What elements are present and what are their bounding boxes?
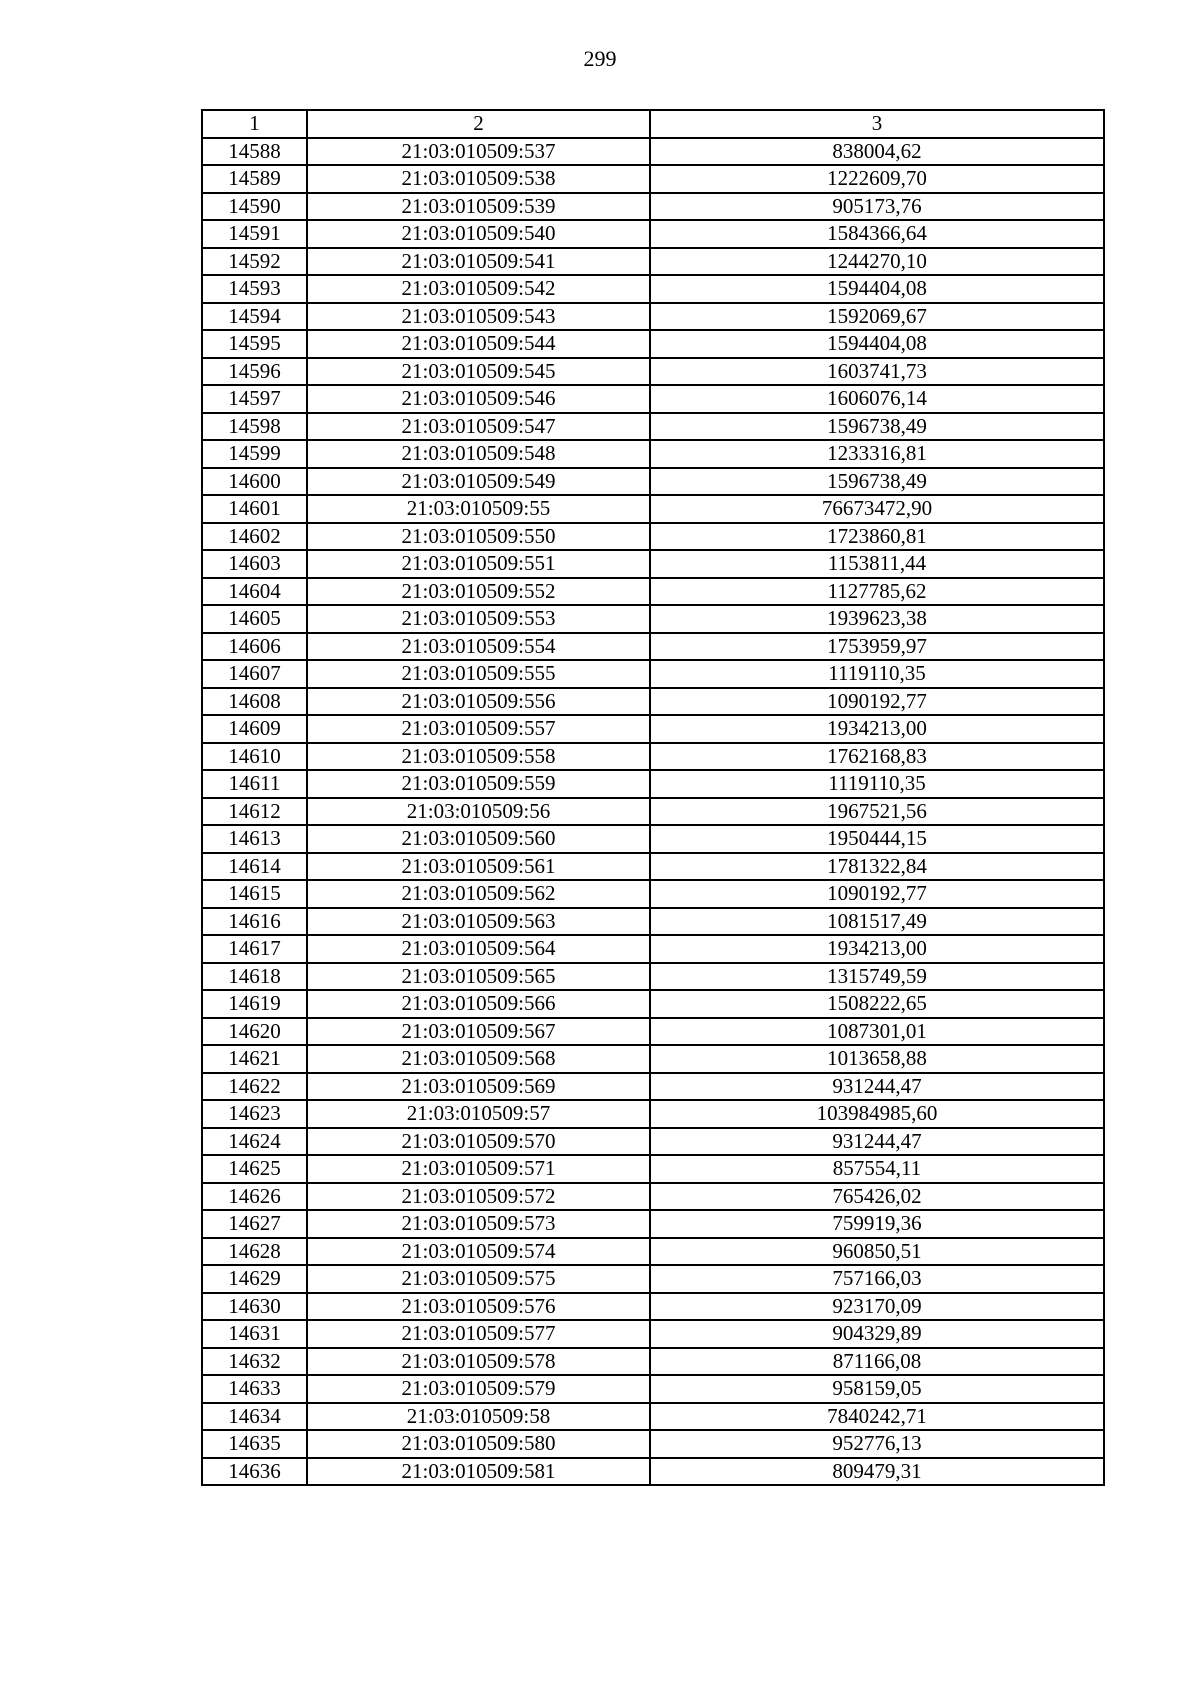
- row-number-cell: 14606: [202, 633, 307, 661]
- table-row: [202, 963, 1104, 991]
- cadastral-number-cell: 21:03:010509:56: [307, 798, 650, 826]
- cadastral-number-cell: 21:03:010509:581: [307, 1458, 650, 1486]
- table-row: [202, 248, 1104, 276]
- table-row: [202, 330, 1104, 358]
- table-row: [202, 495, 1104, 523]
- row-number-cell: 14618: [202, 963, 307, 991]
- table-row: [202, 358, 1104, 386]
- table-row: [202, 1430, 1104, 1458]
- table-row: [202, 578, 1104, 606]
- value-cell: 1233316,81: [650, 440, 1104, 468]
- table-row: [202, 770, 1104, 798]
- cadastral-number-cell: 21:03:010509:549: [307, 468, 650, 496]
- cadastral-number-cell: 21:03:010509:557: [307, 715, 650, 743]
- cadastral-number-cell: 21:03:010509:539: [307, 193, 650, 221]
- table-row: [202, 1045, 1104, 1073]
- value-cell: 1606076,14: [650, 385, 1104, 413]
- value-cell: 838004,62: [650, 138, 1104, 166]
- cadastral-number-cell: 21:03:010509:572: [307, 1183, 650, 1211]
- value-cell: 759919,36: [650, 1210, 1104, 1238]
- value-cell: 1119110,35: [650, 660, 1104, 688]
- row-number-cell: 14620: [202, 1018, 307, 1046]
- cadastral-number-cell: 21:03:010509:579: [307, 1375, 650, 1403]
- cadastral-number-cell: 21:03:010509:571: [307, 1155, 650, 1183]
- cadastral-number-cell: 21:03:010509:550: [307, 523, 650, 551]
- table-row: [202, 880, 1104, 908]
- table-row: [202, 688, 1104, 716]
- table-row: [202, 303, 1104, 331]
- row-number-cell: 14600: [202, 468, 307, 496]
- cadastral-number-cell: 21:03:010509:559: [307, 770, 650, 798]
- row-number-cell: 14596: [202, 358, 307, 386]
- cadastral-number-cell: 21:03:010509:562: [307, 880, 650, 908]
- value-cell: 958159,05: [650, 1375, 1104, 1403]
- cadastral-number-cell: 21:03:010509:543: [307, 303, 650, 331]
- table-row: [202, 715, 1104, 743]
- value-cell: 1222609,70: [650, 165, 1104, 193]
- value-cell: 1244270,10: [650, 248, 1104, 276]
- cadastral-number-cell: 21:03:010509:580: [307, 1430, 650, 1458]
- value-cell: 1508222,65: [650, 990, 1104, 1018]
- value-cell: 1087301,01: [650, 1018, 1104, 1046]
- table-row: [202, 1348, 1104, 1376]
- row-number-cell: 14602: [202, 523, 307, 551]
- table-row: [202, 413, 1104, 441]
- table-row: [202, 550, 1104, 578]
- value-cell: 1596738,49: [650, 468, 1104, 496]
- column-header-3: 3: [650, 110, 1104, 138]
- table-row: [202, 1293, 1104, 1321]
- row-number-cell: 14597: [202, 385, 307, 413]
- cadastral-number-cell: 21:03:010509:570: [307, 1128, 650, 1156]
- table-row: [202, 165, 1104, 193]
- table-row: [202, 908, 1104, 936]
- table-row: [202, 385, 1104, 413]
- value-cell: 1781322,84: [650, 853, 1104, 881]
- row-number-cell: 14628: [202, 1238, 307, 1266]
- value-cell: 1967521,56: [650, 798, 1104, 826]
- cadastral-number-cell: 21:03:010509:560: [307, 825, 650, 853]
- value-cell: 1762168,83: [650, 743, 1104, 771]
- table-row: [202, 275, 1104, 303]
- cadastral-number-cell: 21:03:010509:576: [307, 1293, 650, 1321]
- table-row: [202, 605, 1104, 633]
- cadastral-number-cell: 21:03:010509:558: [307, 743, 650, 771]
- value-cell: 923170,09: [650, 1293, 1104, 1321]
- table-header-row: [202, 110, 1104, 138]
- value-cell: 960850,51: [650, 1238, 1104, 1266]
- row-number-cell: 14615: [202, 880, 307, 908]
- cadastral-number-cell: 21:03:010509:566: [307, 990, 650, 1018]
- row-number-cell: 14592: [202, 248, 307, 276]
- cadastral-number-cell: 21:03:010509:538: [307, 165, 650, 193]
- table-row: [202, 1265, 1104, 1293]
- column-header-1: 1: [202, 110, 307, 138]
- cadastral-number-cell: 21:03:010509:554: [307, 633, 650, 661]
- row-number-cell: 14621: [202, 1045, 307, 1073]
- value-cell: 1127785,62: [650, 578, 1104, 606]
- value-cell: 952776,13: [650, 1430, 1104, 1458]
- table-row: [202, 798, 1104, 826]
- cadastral-number-cell: 21:03:010509:568: [307, 1045, 650, 1073]
- row-number-cell: 14588: [202, 138, 307, 166]
- row-number-cell: 14601: [202, 495, 307, 523]
- row-number-cell: 14589: [202, 165, 307, 193]
- row-number-cell: 14614: [202, 853, 307, 881]
- cadastral-number-cell: 21:03:010509:564: [307, 935, 650, 963]
- row-number-cell: 14634: [202, 1403, 307, 1431]
- row-number-cell: 14590: [202, 193, 307, 221]
- value-cell: 809479,31: [650, 1458, 1104, 1486]
- value-cell: 1594404,08: [650, 330, 1104, 358]
- value-cell: 1594404,08: [650, 275, 1104, 303]
- table-row: [202, 1155, 1104, 1183]
- cadastral-number-cell: 21:03:010509:55: [307, 495, 650, 523]
- row-number-cell: 14624: [202, 1128, 307, 1156]
- value-cell: 1934213,00: [650, 935, 1104, 963]
- cadastral-number-cell: 21:03:010509:540: [307, 220, 650, 248]
- value-cell: 1584366,64: [650, 220, 1104, 248]
- value-cell: 1119110,35: [650, 770, 1104, 798]
- cadastral-number-cell: 21:03:010509:551: [307, 550, 650, 578]
- cadastral-number-cell: 21:03:010509:555: [307, 660, 650, 688]
- value-cell: 1153811,44: [650, 550, 1104, 578]
- cadastral-number-cell: 21:03:010509:565: [307, 963, 650, 991]
- row-number-cell: 14635: [202, 1430, 307, 1458]
- row-number-cell: 14619: [202, 990, 307, 1018]
- table-row: [202, 1375, 1104, 1403]
- value-cell: 1950444,15: [650, 825, 1104, 853]
- row-number-cell: 14595: [202, 330, 307, 358]
- row-number-cell: 14608: [202, 688, 307, 716]
- table-row: [202, 633, 1104, 661]
- column-header-2: 2: [307, 110, 650, 138]
- cadastral-number-cell: 21:03:010509:569: [307, 1073, 650, 1101]
- row-number-cell: 14631: [202, 1320, 307, 1348]
- row-number-cell: 14607: [202, 660, 307, 688]
- cadastral-value-table: [201, 109, 1105, 1486]
- value-cell: 904329,89: [650, 1320, 1104, 1348]
- table-row: [202, 193, 1104, 221]
- cadastral-number-cell: 21:03:010509:58: [307, 1403, 650, 1431]
- table-row: [202, 468, 1104, 496]
- table-row: [202, 660, 1104, 688]
- row-number-cell: 14599: [202, 440, 307, 468]
- cadastral-number-cell: 21:03:010509:561: [307, 853, 650, 881]
- row-number-cell: 14616: [202, 908, 307, 936]
- cadastral-number-cell: 21:03:010509:575: [307, 1265, 650, 1293]
- table-row: [202, 440, 1104, 468]
- table-row: [202, 220, 1104, 248]
- value-cell: 1753959,97: [650, 633, 1104, 661]
- value-cell: 905173,76: [650, 193, 1104, 221]
- row-number-cell: 14598: [202, 413, 307, 441]
- value-cell: 1723860,81: [650, 523, 1104, 551]
- value-cell: 931244,47: [650, 1128, 1104, 1156]
- cadastral-number-cell: 21:03:010509:553: [307, 605, 650, 633]
- row-number-cell: 14617: [202, 935, 307, 963]
- table-row: [202, 1073, 1104, 1101]
- row-number-cell: 14603: [202, 550, 307, 578]
- table-row: [202, 523, 1104, 551]
- table-row: [202, 1403, 1104, 1431]
- cadastral-number-cell: 21:03:010509:57: [307, 1100, 650, 1128]
- value-cell: 931244,47: [650, 1073, 1104, 1101]
- cadastral-number-cell: 21:03:010509:563: [307, 908, 650, 936]
- value-cell: 1592069,67: [650, 303, 1104, 331]
- table-row: [202, 1018, 1104, 1046]
- value-cell: 103984985,60: [650, 1100, 1104, 1128]
- row-number-cell: 14629: [202, 1265, 307, 1293]
- row-number-cell: 14613: [202, 825, 307, 853]
- table-row: [202, 990, 1104, 1018]
- row-number-cell: 14627: [202, 1210, 307, 1238]
- cadastral-number-cell: 21:03:010509:545: [307, 358, 650, 386]
- cadastral-number-cell: 21:03:010509:537: [307, 138, 650, 166]
- cadastral-number-cell: 21:03:010509:567: [307, 1018, 650, 1046]
- row-number-cell: 14636: [202, 1458, 307, 1486]
- row-number-cell: 14632: [202, 1348, 307, 1376]
- value-cell: 1090192,77: [650, 880, 1104, 908]
- page-number: 299: [583, 46, 617, 71]
- row-number-cell: 14610: [202, 743, 307, 771]
- cadastral-number-cell: 21:03:010509:573: [307, 1210, 650, 1238]
- table-body: [202, 138, 1104, 1486]
- table-row: [202, 138, 1104, 166]
- row-number-cell: 14612: [202, 798, 307, 826]
- table-row: [202, 1210, 1104, 1238]
- table-row: [202, 1128, 1104, 1156]
- cadastral-number-cell: 21:03:010509:542: [307, 275, 650, 303]
- value-cell: 1939623,38: [650, 605, 1104, 633]
- value-cell: 1603741,73: [650, 358, 1104, 386]
- row-number-cell: 14594: [202, 303, 307, 331]
- cadastral-number-cell: 21:03:010509:556: [307, 688, 650, 716]
- cadastral-number-cell: 21:03:010509:552: [307, 578, 650, 606]
- row-number-cell: 14609: [202, 715, 307, 743]
- value-cell: 1596738,49: [650, 413, 1104, 441]
- value-cell: 1013658,88: [650, 1045, 1104, 1073]
- value-cell: 76673472,90: [650, 495, 1104, 523]
- row-number-cell: 14604: [202, 578, 307, 606]
- value-cell: 871166,08: [650, 1348, 1104, 1376]
- value-cell: 765426,02: [650, 1183, 1104, 1211]
- row-number-cell: 14622: [202, 1073, 307, 1101]
- cadastral-number-cell: 21:03:010509:547: [307, 413, 650, 441]
- table-row: [202, 1458, 1104, 1486]
- row-number-cell: 14591: [202, 220, 307, 248]
- cadastral-number-cell: 21:03:010509:578: [307, 1348, 650, 1376]
- cadastral-number-cell: 21:03:010509:541: [307, 248, 650, 276]
- row-number-cell: 14623: [202, 1100, 307, 1128]
- row-number-cell: 14633: [202, 1375, 307, 1403]
- row-number-cell: 14605: [202, 605, 307, 633]
- cadastral-number-cell: 21:03:010509:548: [307, 440, 650, 468]
- cadastral-number-cell: 21:03:010509:574: [307, 1238, 650, 1266]
- row-number-cell: 14630: [202, 1293, 307, 1321]
- table-row: [202, 1183, 1104, 1211]
- row-number-cell: 14611: [202, 770, 307, 798]
- row-number-cell: 14593: [202, 275, 307, 303]
- value-cell: 1090192,77: [650, 688, 1104, 716]
- table-row: [202, 1238, 1104, 1266]
- row-number-cell: 14625: [202, 1155, 307, 1183]
- table-row: [202, 825, 1104, 853]
- table-row: [202, 853, 1104, 881]
- value-cell: 757166,03: [650, 1265, 1104, 1293]
- value-cell: 1081517,49: [650, 908, 1104, 936]
- value-cell: 7840242,71: [650, 1403, 1104, 1431]
- cadastral-number-cell: 21:03:010509:577: [307, 1320, 650, 1348]
- table-row: [202, 743, 1104, 771]
- table-row: [202, 935, 1104, 963]
- cadastral-number-cell: 21:03:010509:544: [307, 330, 650, 358]
- table-row: [202, 1320, 1104, 1348]
- row-number-cell: 14626: [202, 1183, 307, 1211]
- value-cell: 1315749,59: [650, 963, 1104, 991]
- value-cell: 857554,11: [650, 1155, 1104, 1183]
- cadastral-number-cell: 21:03:010509:546: [307, 385, 650, 413]
- table-row: [202, 1100, 1104, 1128]
- value-cell: 1934213,00: [650, 715, 1104, 743]
